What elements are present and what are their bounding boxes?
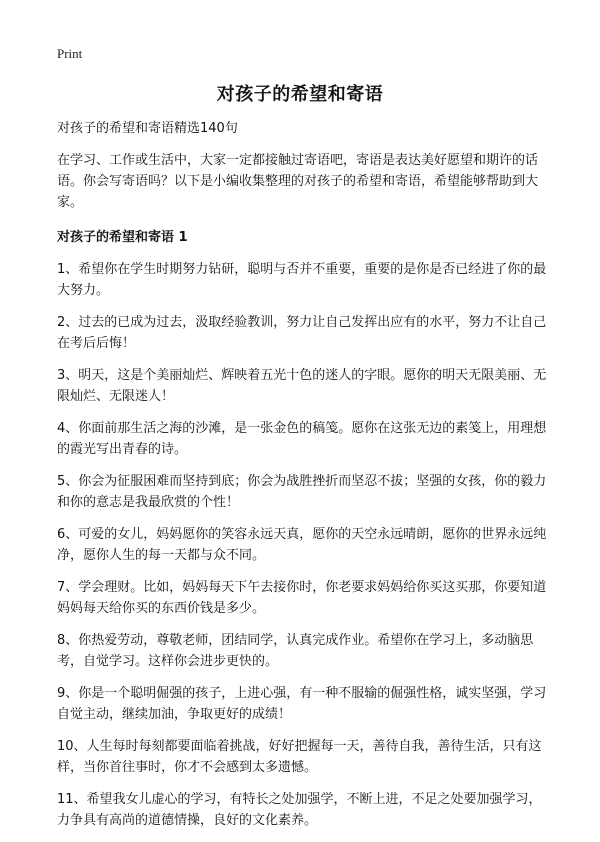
intro-paragraph: 在学习、工作或生活中，大家一定都接触过寄语吧，寄语是表达美好愿望和期许的话语。你会写寄语吗？以下是小编收集整理的对孩子的希望和寄语，希望能够帮助到大家。 bbox=[57, 153, 539, 210]
page-title: 对孩子的希望和寄语 bbox=[216, 84, 384, 105]
list-item: 2、过去的已成为过去，汲取经验教训，努力让自己发挥出应有的水平，努力不让自己在考后后悔！ bbox=[57, 315, 547, 351]
list-item: 9、你是一个聪明倔强的孩子，上进心强，有一种不服输的倔强性格，诚实坚强，学习自觉主动，继续加油，争取更好的成绩！ bbox=[57, 686, 547, 722]
list-item: 8、你热爱劳动，尊敬老师，团结同学，认真完成作业。希望你在学习上，多动脑思考，自觉学习。这样你会进步更快的。 bbox=[57, 633, 534, 669]
article-subtitle: 对孩子的希望和寄语精选140句 bbox=[57, 121, 238, 136]
list-item: 7、学会理财。比如，妈妈每天下午去接你时，你老要求妈妈给你买这买那，你要知道妈妈每天给你买的东西价钱是多少。 bbox=[57, 580, 547, 616]
list-item: 10、人生每时每刻都要面临着挑战，好好把握每一天，善待自我，善待生活，只有这样，当你首往事时，你才不会感到太多遗憾。 bbox=[57, 739, 542, 775]
section-heading: 对孩子的希望和寄语 1 bbox=[57, 230, 188, 245]
article-body bbox=[57, 118, 547, 842]
print-link[interactable]: Print bbox=[57, 46, 83, 61]
list-item: 1、希望你在学生时期努力钻研，聪明与否并不重要，重要的是你是否已经进了你的最大努力。 bbox=[57, 262, 547, 298]
list-item: 4、你面前那生活之海的沙滩，是一张金色的稿笺。愿你在这张无边的素笺上，用理想的霞光写出青春的诗。 bbox=[57, 421, 547, 457]
list-item: 11、希望我女儿虚心的学习，有特长之处加强学，不断上进，不足之处要加强学习，力争具有高尚的道德情操，良好的文化素养。 bbox=[57, 792, 542, 828]
list-item: 6、可爱的女儿，妈妈愿你的笑容永远天真，愿你的天空永远晴朗，愿你的世界永远纯净，愿你人生的每一天都与众不同。 bbox=[57, 527, 547, 563]
list-item: 3、明天，这是个美丽灿烂、辉映着五光十色的迷人的字眼。愿你的明天无限美丽、无限灿烂、无限迷人！ bbox=[57, 368, 547, 404]
list-item: 5、你会为征服困难而坚持到底；你会为战胜挫折而坚忍不拔；坚强的女孩，你的毅力和你的意志是我最欣赏的个性！ bbox=[57, 474, 547, 510]
